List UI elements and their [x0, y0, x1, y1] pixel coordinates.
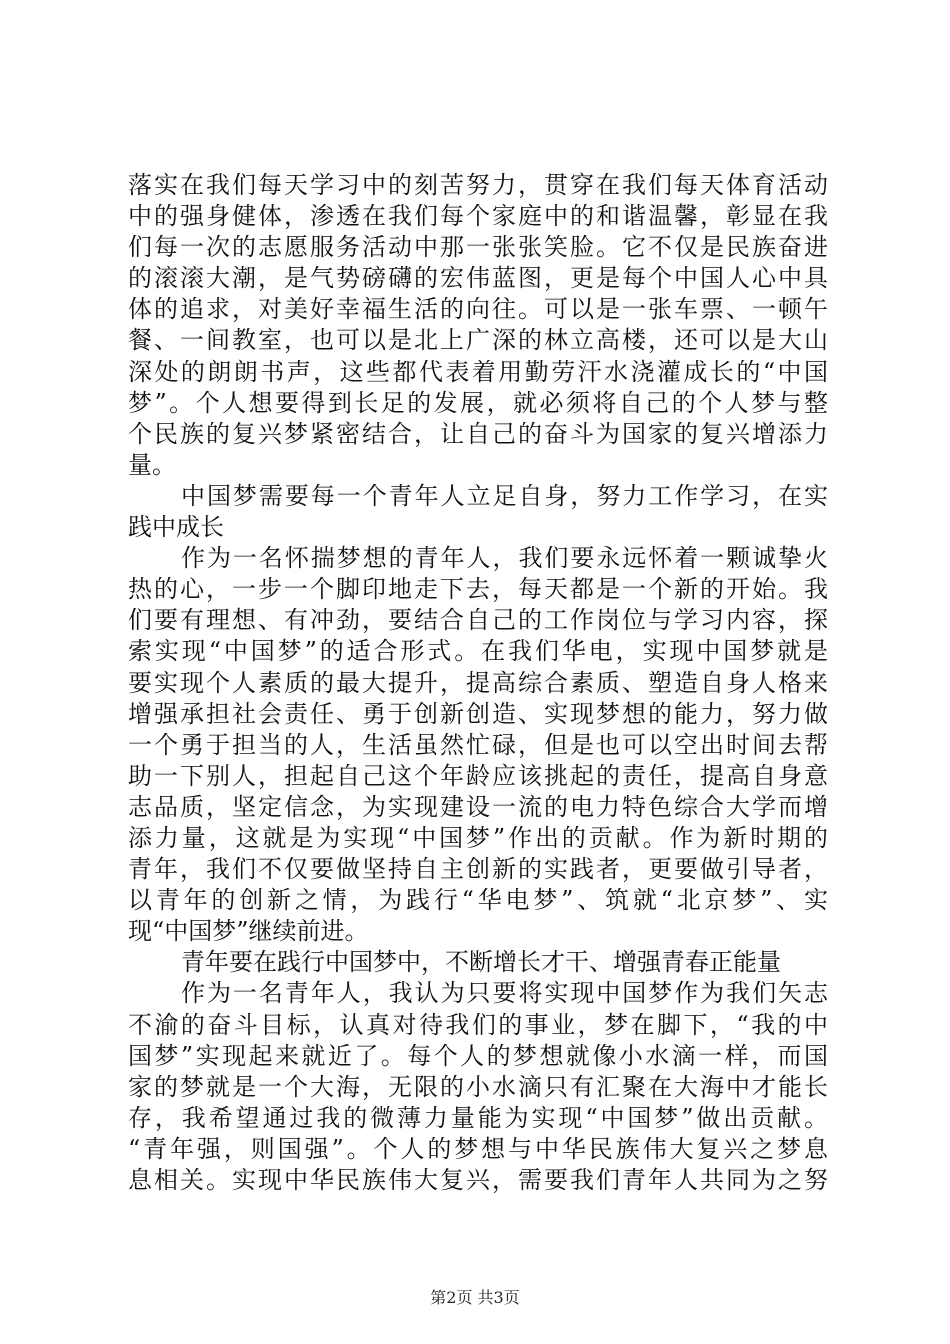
text-line: 作为一名怀揣梦想的青年人，我们要永远怀着一颗诚挚火: [181, 544, 828, 573]
text-line: 深处的朗朗书声，这些都代表着用勤劳汗水浇灌成长的“中国: [128, 357, 828, 386]
text-line: 中的强身健体，渗透在我们每个家庭中的和谐温馨，彰显在我: [128, 202, 828, 231]
text-line: 要实现个人素质的最大提升，提高综合素质、塑造自身人格来: [128, 668, 828, 697]
text-line: 梦”。个人想要得到长足的发展，就必须将自己的个人梦与整: [128, 388, 828, 417]
text-line: 一个勇于担当的人，生活虽然忙碌，但是也可以空出时间去帮: [128, 730, 828, 759]
text-line: 存，我希望通过我的微薄力量能为实现“中国梦”做出贡献。: [128, 1103, 828, 1132]
text-line: 餐、一间教室，也可以是北上广深的林立高楼，还可以是大山: [128, 326, 828, 355]
text-line: 索实现“中国梦”的适合形式。在我们华电，实现中国梦就是: [128, 637, 828, 666]
text-line: 落实在我们每天学习中的刻苦努力，贯穿在我们每天体育活动: [128, 171, 828, 199]
text-line: 作为一名青年人，我认为只要将实现中国梦作为我们矢志: [181, 979, 828, 1008]
text-line: 国梦”实现起来就近了。每个人的梦想就像小水滴一样，而国: [128, 1041, 828, 1070]
text-line: 志品质，坚定信念，为实现建设一流的电力特色综合大学而增: [128, 792, 828, 821]
text-line: 青年，我们不仅要做坚持自主创新的实践者，更要做引导者，: [128, 855, 828, 884]
text-line: 个民族的复兴梦紧密结合，让自己的奋斗为国家的复兴增添力: [128, 419, 828, 448]
text-line: 添力量，这就是为实现“中国梦”作出的贡献。作为新时期的: [128, 823, 828, 852]
text-line: 现“中国梦”继续前进。: [128, 917, 369, 946]
text-line: 们每一次的志愿服务活动中那一张张笑脸。它不仅是民族奋进: [128, 233, 828, 262]
text-line: “青年强，则国强”。个人的梦想与中华民族伟大复兴之梦息: [128, 1134, 828, 1163]
text-line: 体的追求，对美好幸福生活的向往。可以是一张车票、一顿午: [128, 295, 828, 324]
text-line: 青年要在践行中国梦中，不断增长才干、增强青春正能量: [181, 948, 781, 977]
text-line: 们要有理想、有冲劲，要结合自己的工作岗位与学习内容，探: [128, 606, 828, 635]
page-number-footer: 第2页 共3页: [430, 1288, 520, 1307]
text-line: 热的心，一步一个脚印地走下去，每天都是一个新的开始。我: [128, 575, 828, 604]
document-body: [128, 170, 828, 1196]
text-line: 助一下别人，担起自己这个年龄应该挑起的责任，提高自身意: [128, 761, 828, 790]
text-line: 不渝的奋斗目标，认真对待我们的事业，梦在脚下，“我的中: [128, 1010, 828, 1039]
text-line: 中国梦需要每一个青年人立足自身，努力工作学习，在实: [181, 481, 828, 510]
text-line: 践中成长: [128, 513, 224, 542]
text-line: 家的梦就是一个大海，无限的小水滴只有汇聚在大海中才能长: [128, 1072, 828, 1101]
text-line: 以青年的创新之情，为践行“华电梦”、筑就“北京梦”、实: [128, 886, 828, 915]
text-line: 的滚滚大潮，是气势磅礴的宏伟蓝图，更是每个中国人心中具: [128, 264, 828, 293]
text-line: 量。: [128, 450, 176, 479]
text-line: 增强承担社会责任、勇于创新创造、实现梦想的能力，努力做: [128, 699, 828, 728]
text-line: 息相关。实现中华民族伟大复兴，需要我们青年人共同为之努: [128, 1166, 828, 1194]
